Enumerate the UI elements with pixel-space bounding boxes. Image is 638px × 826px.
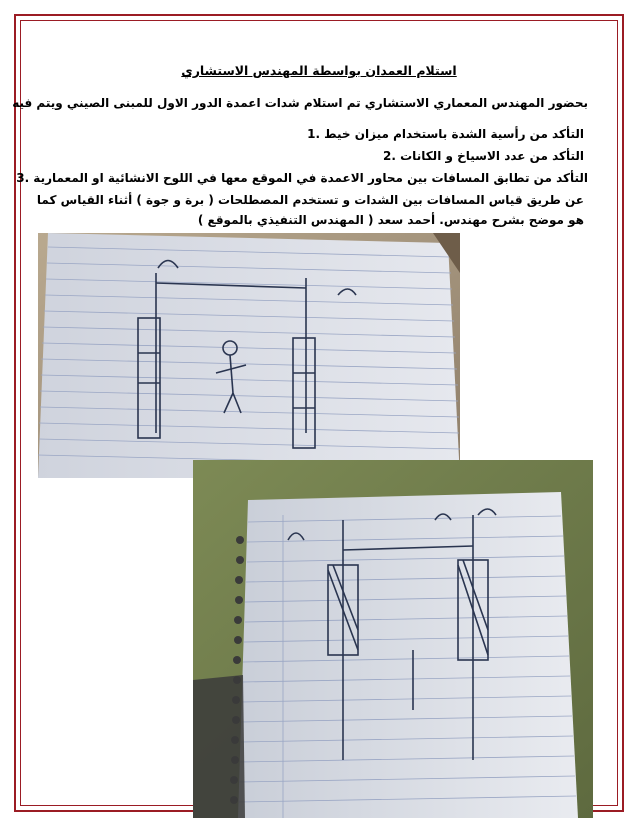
list-item-3-explanation: هو موضح بشرح مهندس. أحمد سعد ( المهندس التنفيذي بالموقع ) — [197, 213, 584, 227]
list-item-1: التأكد من رأسية الشدة باستخدام ميزان خيط .1 — [307, 127, 584, 141]
document-title: استلام العمدان بواسطة المهندس الاستشاري — [181, 63, 457, 78]
list-item-3: التأكد من تطابق المسافات بين محاور الاعمدة في الموقع معها في اللوح الانشائية او المعمارية .3 — [16, 171, 588, 185]
list-item-3-continued: عن طريق قياس المسافات بين الشدات و تستخدم المصطلحات ( برة و جوة ) أثناء القياس كما — [36, 193, 584, 207]
list-item-2: التأكد من عدد الاسياخ و الكانات .2 — [383, 149, 584, 163]
intro-paragraph: بحضور المهندس المعماري الاستشاري تم استلام شدات اعمدة الدور الاول للمبنى الصيني ويتم فيه — [12, 96, 588, 110]
notebook-sketch-photo-2 — [193, 460, 593, 818]
notebook-sketch-photo-1 — [38, 233, 460, 478]
